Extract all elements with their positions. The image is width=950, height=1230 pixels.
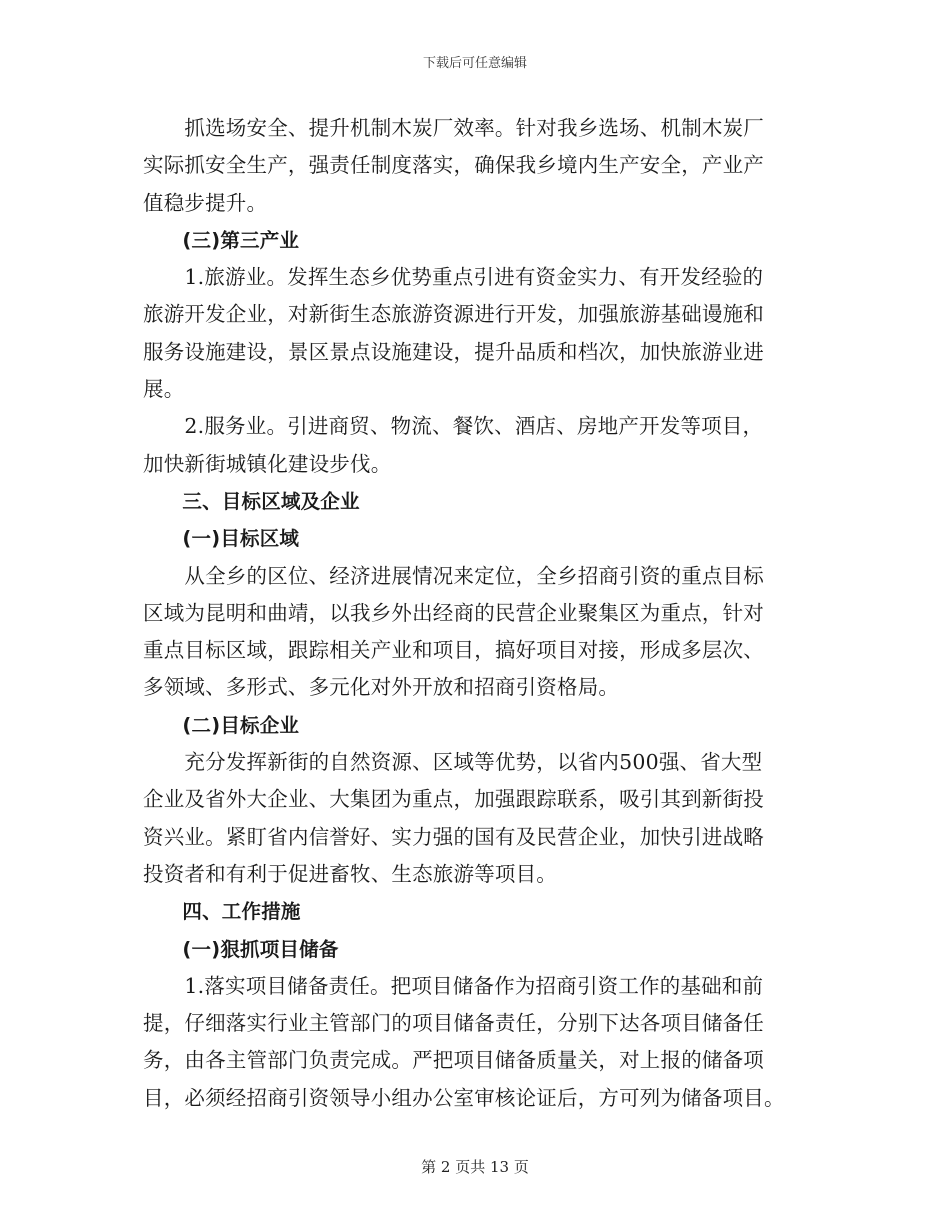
section-heading: (一)狠抓项目储备 [143,937,339,961]
text-line: 多领域、多形式、多元化对外开放和招商引资格局。 [143,675,620,700]
section-heading: (二)目标企业 [143,713,300,737]
text-line: 1.落实项目储备责任。把项目储备作为招商引资工作的基础和前 [143,973,764,998]
text-line: 值稳步提升。 [143,190,268,215]
section-heading: 四、工作措施 [143,900,301,924]
document-body [143,110,808,1117]
text-line: 2.服务业。引进商贸、物流、餐饮、酒店、房地产开发等项目， [143,414,764,439]
text-line: 企业及省外大企业、大集团为重点，加强跟踪联系，吸引其到新街投 [143,787,764,812]
text-line: 实际抓安全生产，强责任制度落实，确保我乡境内生产安全，产业产 [143,153,764,178]
text-line: 1.旅游业。发挥生态乡优势重点引进有资金实力、有开发经验的 [143,265,764,290]
text-line: 充分发挥新街的自然资源、区域等优势，以省内500强、省大型 [143,750,763,775]
text-line: 重点目标区域，跟踪相关产业和项目，搞好项目对接，形成多层次、 [143,638,764,663]
text-line: 抓选场安全、提升机制木炭厂效率。针对我乡选场、机制木炭厂 [143,116,764,140]
text-line: 展。 [143,377,185,402]
page-footer: 第 2 页共 13 页 [421,1158,529,1176]
text-line: 目，必须经招商引资领导小组办公室审核论证后，方可列为储备项目。 [143,1085,785,1110]
page-header: 下载后可任意编辑 [422,56,527,71]
text-line: 区域为昆明和曲靖，以我乡外出经商的民营企业聚集区为重点，针对 [143,600,764,625]
section-heading: (三)第三产业 [143,228,300,252]
text-line: 务，由各主管部门负责完成。严把项目储备质量关，对上报的储备项 [143,1048,764,1073]
text-line: 从全乡的区位、经济进展情况来定位，全乡招商引资的重点目标 [143,563,764,588]
text-line: 提，仔细落实行业主管部门的项目储备责任，分别下达各项目储备任 [143,1011,764,1036]
text-line: 资兴业。紧盯省内信誉好、实力强的国有及民营企业，加快引进战略 [143,824,764,849]
text-line: 投资者和有利于促进畜牧、生态旅游等项目。 [143,861,557,886]
section-heading: 三、目标区域及企业 [143,489,360,513]
text-line: 旅游开发企业，对新街生态旅游资源进行开发，加强旅游基础谩施和 [143,302,764,327]
text-line: 服务设施建设，景区景点设施建设，提升品质和档次，加快旅游业进 [143,339,764,364]
text-line: 加快新街城镇化建设步伐。 [143,451,392,476]
section-heading: (一)目标区域 [143,527,300,551]
